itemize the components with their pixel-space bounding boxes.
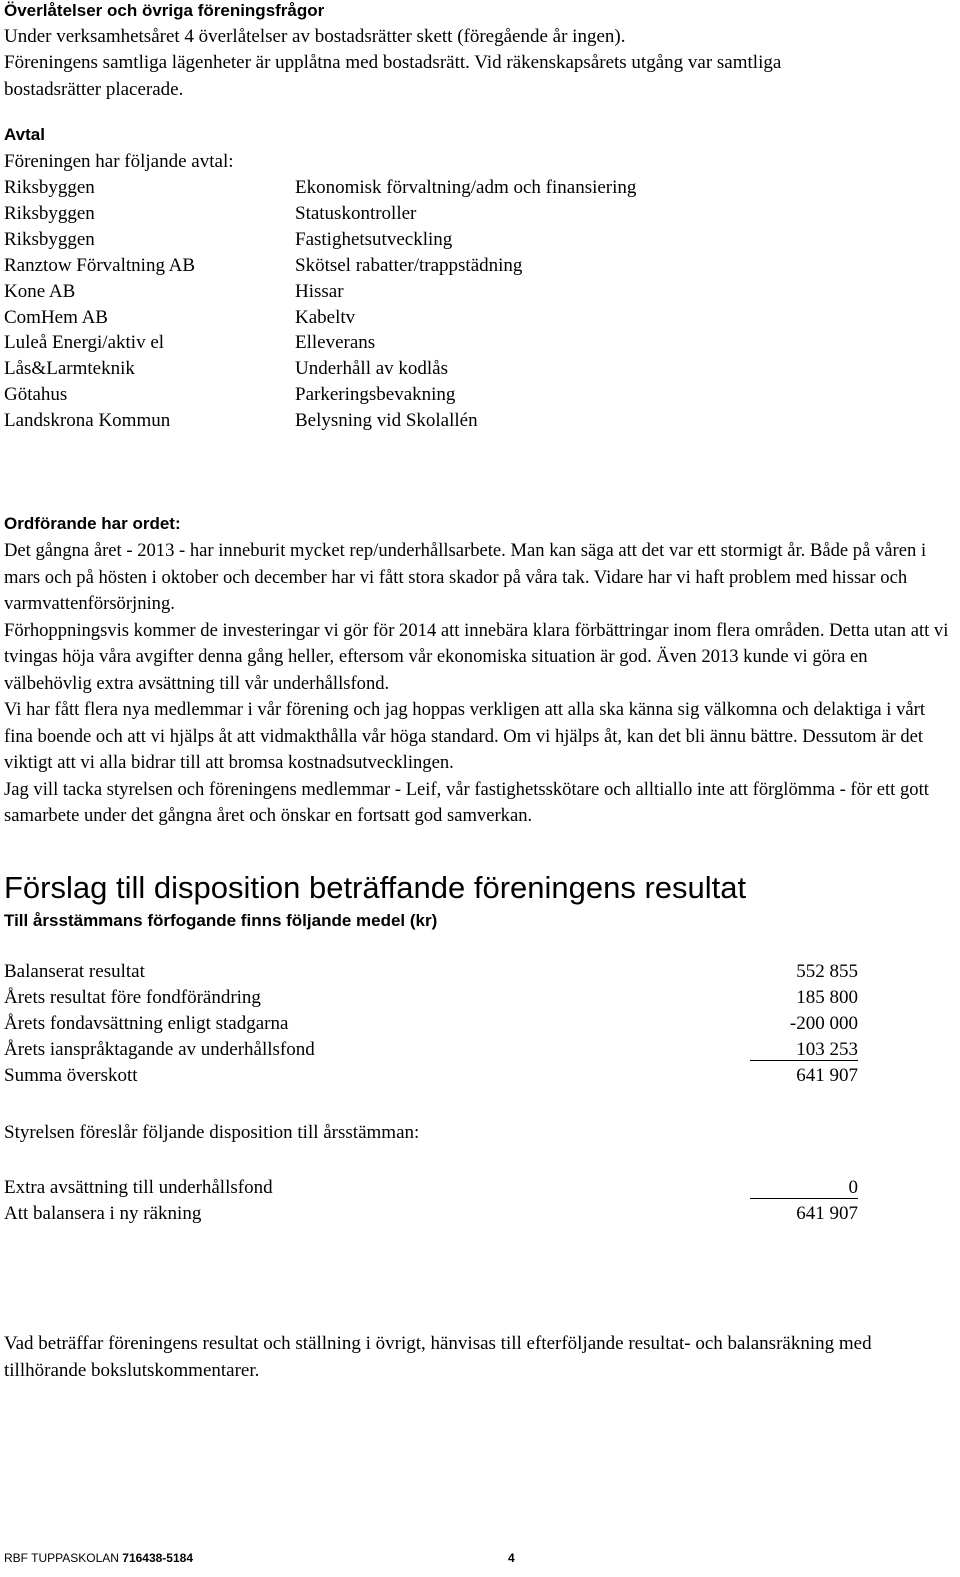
- agreement-party: Lås&Larmteknik: [4, 358, 135, 379]
- proposal-row-value: 641 907: [796, 1203, 858, 1224]
- funds-row-label: Summa överskott: [4, 1065, 138, 1086]
- agreement-party: Ranztow Förvaltning AB: [4, 255, 196, 276]
- funds-row-value: 641 907: [796, 1065, 858, 1086]
- agreement-service: Kabeltv: [295, 307, 356, 328]
- footer-org-number: 716438-5184: [122, 1551, 193, 1565]
- chairman-paragraph: Vi har fått flera nya medlemmar i vår förening och jag hoppas verkligen att alla ska känna sig välkomna och delaktiga i vårt fina boende och att vi hjälps åt att vidmakthålla vår höga standard. Om vi hjälps åt, kan det bli ännu bättre. Dessutom är det viktigt att vi alla bidrar till att bromsa kostnadsutvecklingen.: [4, 699, 926, 773]
- proposal-intro: Styrelsen föreslår följande disposition till årsstämman:: [4, 1122, 420, 1143]
- transfers-line-3: bostadsrätter placerade.: [4, 79, 184, 100]
- agreement-service: Ekonomisk förvaltning/adm och finansiering: [295, 177, 637, 198]
- funds-row-value: -200 000: [789, 1013, 858, 1034]
- proposal-rule: [750, 1198, 858, 1199]
- funds-row-label: Årets fondavsättning enligt stadgarna: [4, 1013, 289, 1034]
- agreement-party: Riksbyggen: [4, 229, 95, 250]
- funds-row-label: Årets resultat före fondförändring: [4, 987, 261, 1008]
- disposition-title: Förslag till disposition beträffande föreningens resultat: [4, 870, 747, 905]
- agreements-intro: Föreningen har följande avtal:: [4, 151, 234, 172]
- agreement-service: Skötsel rabatter/trappstädning: [295, 255, 523, 276]
- subtotal-rule: [750, 1060, 858, 1061]
- footer-org-name: RBF TUPPASKOLAN: [4, 1551, 119, 1565]
- agreement-party: Luleå Energi/aktiv el: [4, 332, 165, 353]
- agreement-service: Parkeringsbevakning: [295, 384, 456, 405]
- agreement-service: Fastighetsutveckling: [295, 229, 453, 250]
- chairman-paragraph: Förhoppningsvis kommer de investeringar vi gör för 2014 att innebära klara förbättringar inom flera områden. Detta utan att vi tvingas höja våra avgifter denna gång heller, eftersom vår ekonomiska situation är god. Även 2013 kunde vi göra en välbehövlig extra avsättning till vår underhållsfond.: [4, 619, 949, 694]
- agreement-party: Riksbyggen: [4, 203, 95, 224]
- funds-row-value: 103 253: [796, 1039, 858, 1060]
- proposal-row-label: Extra avsättning till underhållsfond: [4, 1177, 273, 1198]
- chairman-paragraph: Jag vill tacka styrelsen och föreningens medlemmar - Leif, vår fastighetsskötare och alltiallo inte att förglömma - för ett gott samarbete under det gångna året och önskar en fortsatt god samverkan.: [4, 778, 929, 826]
- page-number: 4: [508, 1551, 515, 1565]
- chairman-heading: Ordförande har ordet:: [4, 514, 181, 533]
- agreement-party: Kone AB: [4, 281, 76, 302]
- funds-row-label: Balanserat resultat: [4, 961, 145, 982]
- agreement-party: Landskrona Kommun: [4, 410, 171, 431]
- footer-org: [4, 1551, 193, 1565]
- agreement-service: Underhåll av kodlås: [295, 358, 449, 379]
- closing-line-1: Vad beträffar föreningens resultat och ställning i övrigt, hänvisas till efterföljande resultat- och balansräkning med: [4, 1333, 872, 1354]
- agreement-service: Elleverans: [295, 332, 376, 353]
- transfers-line-2: Föreningens samtliga lägenheter är upplåtna med bostadsrätt. Vid räkenskapsårets utgång var samtliga: [4, 52, 782, 73]
- funds-row-label: Årets ianspråktagande av underhållsfond: [4, 1039, 315, 1060]
- chairman-paragraph: Det gångna året - 2013 - har inneburit mycket rep/underhållsarbete. Man kan säga att det var ett stormigt år. Både på våren i mars och på hösten i oktober och december har vi fått stora skador på våra tak. Vidare har vi haft problem med hissar och varmvattenförsörjning.: [4, 540, 927, 614]
- proposal-row-value: 0: [848, 1177, 858, 1198]
- funds-row-value: 552 855: [796, 961, 858, 982]
- agreement-service: Statuskontroller: [295, 203, 417, 224]
- chairman-text: [4, 538, 954, 830]
- agreement-party: ComHem AB: [4, 307, 108, 328]
- agreement-service: Belysning vid Skolallén: [295, 410, 478, 431]
- disposition-subtitle: Till årsstämmans förfogande finns följande medel (kr): [4, 911, 438, 930]
- agreements-heading: Avtal: [4, 125, 45, 144]
- agreement-party: Riksbyggen: [4, 177, 95, 198]
- agreement-service: Hissar: [295, 281, 344, 302]
- agreement-party: Götahus: [4, 384, 68, 405]
- closing-line-2: tillhörande bokslutskommentarer.: [4, 1360, 260, 1381]
- proposal-row-label: Att balansera i ny räkning: [4, 1203, 202, 1224]
- transfers-heading: Överlåtelser och övriga föreningsfrågor: [4, 1, 325, 20]
- transfers-line-1: Under verksamhetsåret 4 överlåtelser av bostadsrätter skett (föregående år ingen).: [4, 26, 626, 47]
- funds-row-value: 185 800: [796, 987, 858, 1008]
